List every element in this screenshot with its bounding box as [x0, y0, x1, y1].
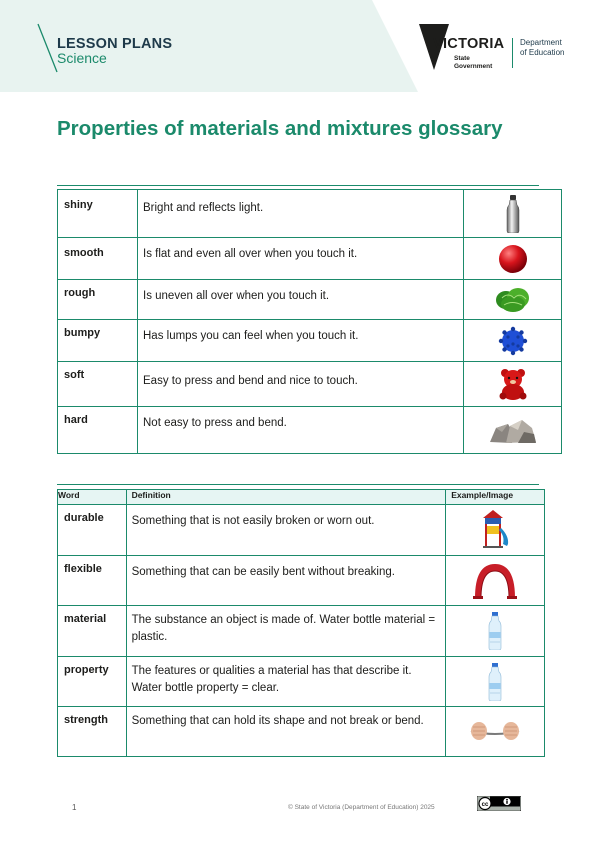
image-cell [464, 280, 562, 320]
rocks-icon [488, 416, 538, 444]
blue-spiky-ball-icon [498, 326, 528, 356]
table1-top-rule [57, 185, 539, 186]
definition-cell: Has lumps you can feel when you touch it. [138, 320, 464, 362]
table-row [58, 407, 562, 454]
logo-divider [512, 38, 513, 68]
image-cell [464, 238, 562, 280]
series-title: LESSON PLANS [57, 36, 173, 52]
header-definition: Definition [126, 490, 446, 505]
table-row [58, 556, 545, 606]
plastic-bottle-icon [488, 612, 502, 650]
table2-top-rule [57, 484, 539, 485]
bent-arch-icon [471, 562, 519, 600]
table-row [58, 238, 562, 280]
page-number: 1 [72, 803, 77, 812]
copyright-text: © State of Victoria (Department of Education) 2025 [288, 804, 435, 811]
word-cell: bumpy [58, 320, 138, 362]
word-cell: durable [58, 505, 127, 556]
definition-cell: The substance an object is made of. Water bottle material = plastic. [126, 606, 446, 657]
table-row [58, 606, 545, 657]
word-cell: soft [58, 362, 138, 407]
definition-cell: Something that is not easily broken or worn out. [126, 505, 446, 556]
image-cell [464, 407, 562, 454]
green-lettuce-icon [494, 286, 532, 314]
image-cell [446, 606, 545, 657]
table-row [58, 657, 545, 707]
definition-cell: Bright and reflects light. [138, 190, 464, 238]
definition-cell: The features or qualities a material has that describe it. Water bottle property = clear. [126, 657, 446, 707]
red-ball-icon [498, 244, 528, 274]
playground-slide-icon [481, 510, 509, 550]
table-row [58, 707, 545, 757]
definition-cell: Something that can be easily bent without breaking. [126, 556, 446, 606]
table-row [58, 280, 562, 320]
steel-water-bottle-icon [505, 195, 521, 233]
image-cell [446, 707, 545, 757]
hands-bending-bar-icon [469, 717, 521, 747]
definition-cell: Not easy to press and bend. [138, 407, 464, 454]
image-cell [446, 505, 545, 556]
definition-cell: Easy to press and bend and nice to touch. [138, 362, 464, 407]
table-row [58, 190, 562, 238]
word-cell: smooth [58, 238, 138, 280]
brand-sub2: Government [454, 63, 493, 70]
series-subject: Science [57, 50, 107, 66]
word-cell: material [58, 606, 127, 657]
brand-word: VICTORIA [433, 36, 505, 52]
table-row [58, 505, 545, 556]
definition-cell: Is uneven all over when you touch it. [138, 280, 464, 320]
image-cell [446, 657, 545, 707]
word-cell: shiny [58, 190, 138, 238]
svg-text:cc: cc [481, 801, 489, 808]
glossary-table-2 [57, 489, 545, 757]
word-cell: strength [58, 707, 127, 757]
word-cell: flexible [58, 556, 127, 606]
word-cell: property [58, 657, 127, 707]
table-row [58, 362, 562, 407]
definition-cell: Something that can hold its shape and not break or bend. [126, 707, 446, 757]
definition-cell: Is flat and even all over when you touch it. [138, 238, 464, 280]
image-cell [464, 320, 562, 362]
department-line2: of Education [520, 48, 565, 57]
teddy-bear-icon [498, 368, 528, 400]
header-image: Example/Image [446, 490, 545, 505]
table-header-row [58, 490, 545, 505]
page-title: Properties of materials and mixtures glossary [57, 117, 503, 140]
plastic-bottle-icon [488, 663, 502, 701]
brand-sub1: State [454, 55, 470, 62]
image-cell [446, 556, 545, 606]
header-word: Word [58, 490, 127, 505]
cc-by-license-icon [477, 796, 521, 811]
image-cell [464, 190, 562, 238]
glossary-table-1 [57, 189, 562, 454]
table-row [58, 320, 562, 362]
word-cell: rough [58, 280, 138, 320]
word-cell: hard [58, 407, 138, 454]
department-line1: Department [520, 38, 562, 47]
image-cell [464, 362, 562, 407]
